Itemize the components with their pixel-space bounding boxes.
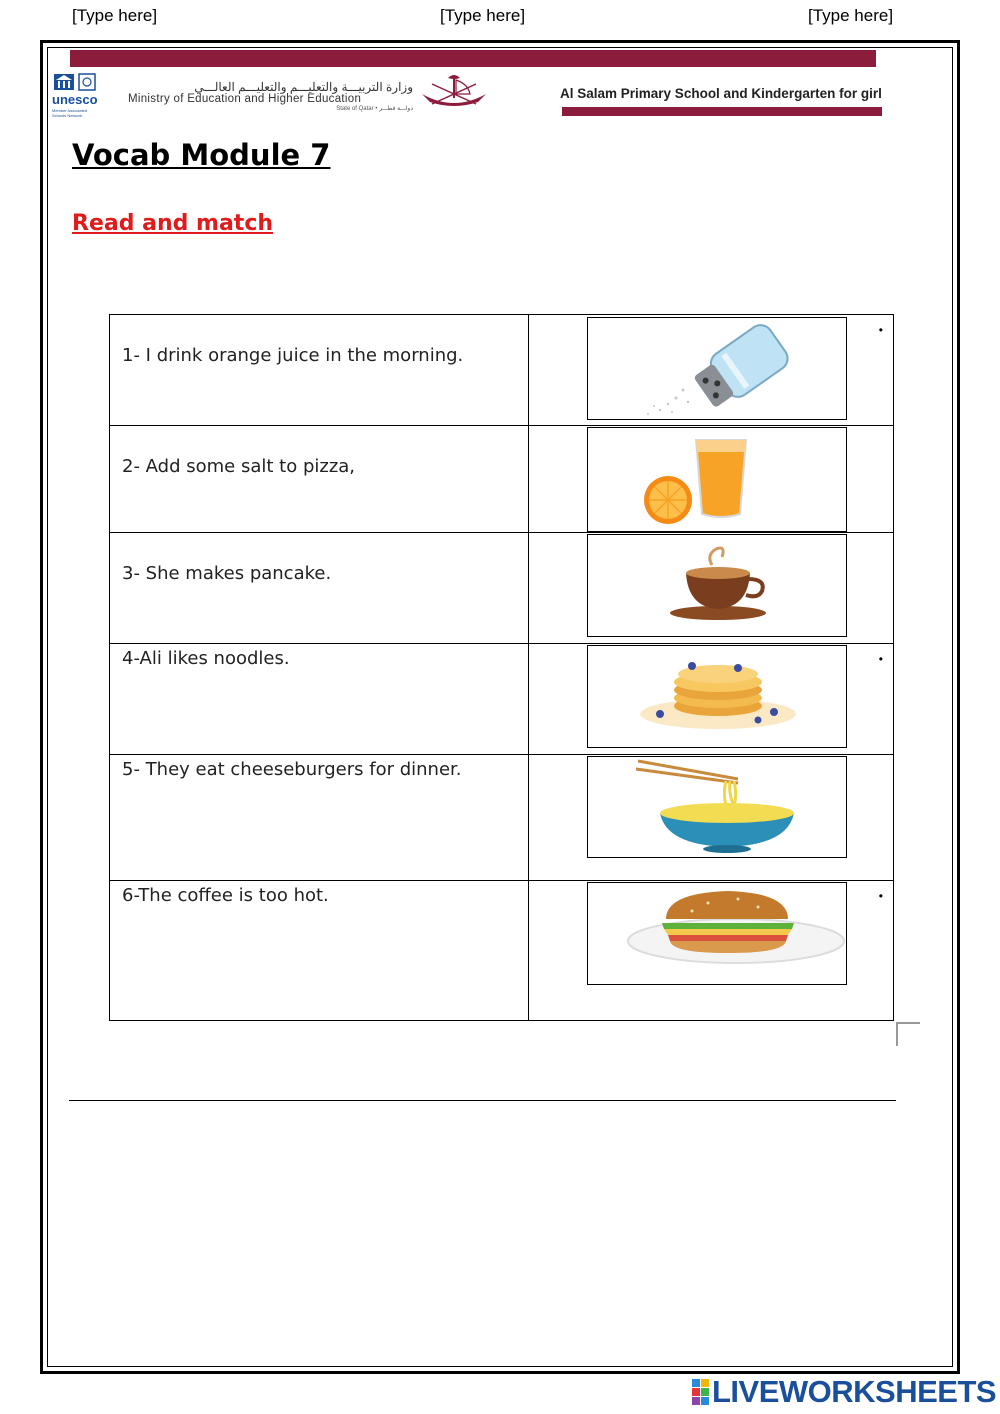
table-row (110, 315, 894, 426)
sentence-cell (110, 533, 529, 644)
header-bar (70, 50, 876, 67)
school-name: Al Salam Primary School and Kindergarten for girl (560, 86, 882, 101)
picture-box[interactable] (587, 427, 847, 532)
picture-box[interactable] (587, 317, 847, 420)
picture-cell[interactable] (529, 533, 894, 644)
unesco-wordmark: unesco (52, 92, 98, 107)
sentence-cell (110, 644, 529, 755)
sentence-cell (110, 315, 529, 426)
picture-cell[interactable] (529, 315, 894, 426)
dot-mark: • (878, 652, 883, 666)
picture-cell[interactable] (529, 755, 894, 881)
table-row (110, 533, 894, 644)
sentence-text: 3- She makes pancake. (122, 563, 332, 584)
picture-cell[interactable] (529, 644, 894, 755)
ministry-name-english: Ministry of Education and Higher Education (128, 93, 362, 105)
picture-box[interactable] (587, 534, 847, 637)
pancakes-icon (588, 646, 846, 747)
sentence-text: 1- I drink orange juice in the morning. (122, 345, 464, 366)
divider-line (69, 1100, 896, 1101)
unesco-logo (52, 72, 112, 122)
qatar-emblem-icon (418, 72, 490, 112)
table-row (110, 426, 894, 533)
liveworksheets-logo (692, 1374, 996, 1410)
picture-cell[interactable] (529, 881, 894, 1021)
sentence-text: 4-Ali likes noodles. (122, 648, 290, 669)
sentence-cell (110, 755, 529, 881)
noodles-icon (588, 757, 846, 857)
corner-mark (896, 1022, 920, 1046)
table-row (110, 755, 894, 881)
picture-box[interactable] (587, 645, 847, 748)
header-left: [Type here] (72, 6, 158, 25)
header-right: [Type here] (808, 6, 894, 25)
liveworksheets-wordmark: LIVEWORKSHEETS (712, 1374, 997, 1409)
orange-juice-icon (588, 428, 846, 531)
sentence-text: 2- Add some salt to pizza, (122, 456, 356, 477)
page-title: Vocab Module 7 (72, 138, 331, 172)
ministry-state: State of Qatar • دولـــة قطـــر (336, 106, 413, 112)
cheeseburger-icon (588, 883, 846, 984)
table-row (110, 881, 894, 1021)
school-name-underline (562, 107, 882, 116)
table-row (110, 644, 894, 755)
liveworksheets-grid-icon (692, 1379, 709, 1405)
picture-box[interactable] (587, 882, 847, 985)
sentence-text: 6-The coffee is too hot. (122, 885, 329, 906)
unesco-subtitle: Member Associated Schools Network (52, 108, 88, 118)
dot-mark: • (878, 323, 883, 337)
coffee-cup-icon (588, 535, 846, 636)
sentence-cell (110, 426, 529, 533)
instruction-heading: Read and match (72, 211, 274, 236)
sentence-text: 5- They eat cheeseburgers for dinner. (122, 759, 462, 780)
dot-mark: • (878, 889, 883, 903)
picture-box[interactable] (587, 756, 847, 858)
unesco-temple-icon (52, 72, 102, 92)
header-center: [Type here] (440, 6, 526, 25)
ministry-name-arabic: وزارة التربيـــة والتعليـــم والتعليـــم العالـــي (194, 80, 413, 94)
sentence-cell (110, 881, 529, 1021)
matching-table (109, 314, 894, 1021)
picture-cell[interactable] (529, 426, 894, 533)
salt-shaker-icon (588, 318, 846, 419)
